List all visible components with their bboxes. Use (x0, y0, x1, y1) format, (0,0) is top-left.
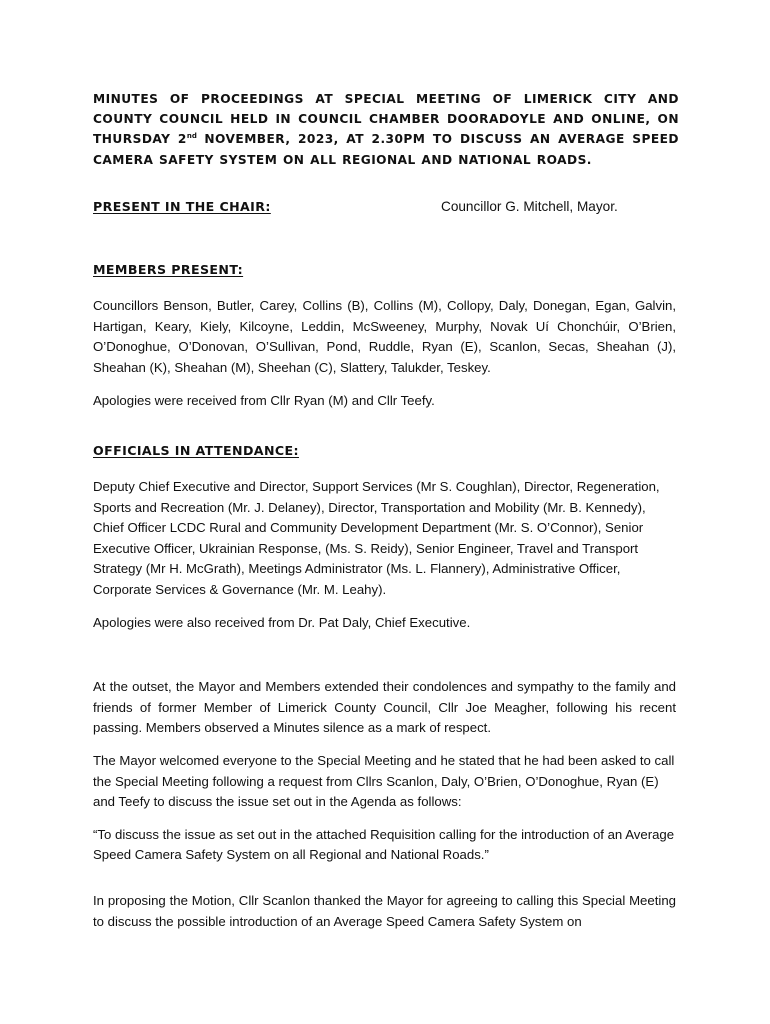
agenda-quote: “To discuss the issue as set out in the attached Requisition calling for the introduction of an Average Speed Camera Safety System on all Regional and National Roads.” (93, 827, 675, 863)
welcome-paragraph: The Mayor welcomed everyone to the Special Meeting and he stated that he had been asked to call the Special Meeting following a request from Cllrs Scanlon, Daly, O’Brien, O’Donoghue, Ryan (E) and Teefy to discuss the issue set out in the Agenda as follows: (93, 753, 675, 810)
members-heading: MEMBERS PRESENT: (93, 262, 244, 277)
officials-apologies: Apologies were also received from Dr. Pat Daly, Chief Executive. (93, 615, 471, 630)
chair-heading: PRESENT IN THE CHAIR: (93, 199, 271, 214)
members-apologies: Apologies were received from Cllr Ryan (M) and Cllr Teefy. (93, 393, 435, 408)
officials-list: Deputy Chief Executive and Director, Support Services (Mr S. Coughlan), Director, Regeneration, Sports and Recreation (Mr. J. Delaney), Director, Transportation and Mobility (Mr. B. Kennedy), Chief Officer LCDC Rural and Community Development Department (Mr. S. O’Connor), Senior Executive Officer, Ukrainian Response, (Ms. S. Reidy), Senior Engineer, Travel and Transport Strategy (Mr H. McGrath), Meetings Administrator (Ms. L. Flannery), Administrative Officer, Corporate Services & Governance (Mr. M. Leahy). (93, 479, 660, 597)
title-main: MINUTES OF PROCEEDINGS AT SPECIAL MEETING OF LIMERICK CITY AND COUNTY COUNCIL HELD IN COUNCIL CHAMBER DOORADOYLE AND ONLINE, ON THURSDAY 2 (93, 92, 679, 147)
condolences-paragraph: At the outset, the Mayor and Members extended their condolences and sympathy to the family and friends of former Member of Limerick County Council, Cllr Joe Meagher, following his recent passing. Members observed a Minutes silence as a mark of respect. (93, 679, 676, 736)
chair-value: Councillor G. Mitchell, Mayor. (441, 199, 618, 214)
proposing-paragraph: In proposing the Motion, Cllr Scanlon thanked the Mayor for agreeing to calling this Special Meeting to discuss the possible introduction of an Average Speed Camera Safety System on (93, 893, 676, 929)
members-list: Councillors Benson, Butler, Carey, Collins (B), Collins (M), Collopy, Daly, Donegan, Egan, Galvin, Hartigan, Keary, Kiely, Kilcoyne, Leddin, McSweeney, Murphy, Novak Uí Chonchúir, O’Brien, O’Donoghue, O’Donovan, O’Sullivan, Pond, Ruddle, Ryan (E), Scanlon, Secas, Sheahan (J), Sheahan (K), Sheahan (M), Sheehan (C), Slattery, Talukder, Teskey. (93, 298, 676, 375)
title-rest: NOVEMBER, 2023, AT 2.30PM TO DISCUSS AN AVERAGE SPEED CAMERA SAFETY SYSTEM ON ALL REGIONAL AND NATIONAL ROADS. (93, 132, 679, 167)
document-title (93, 89, 679, 170)
title-ordinal-suffix: nd (186, 132, 197, 141)
officials-heading: OFFICIALS IN ATTENDANCE: (93, 443, 299, 458)
